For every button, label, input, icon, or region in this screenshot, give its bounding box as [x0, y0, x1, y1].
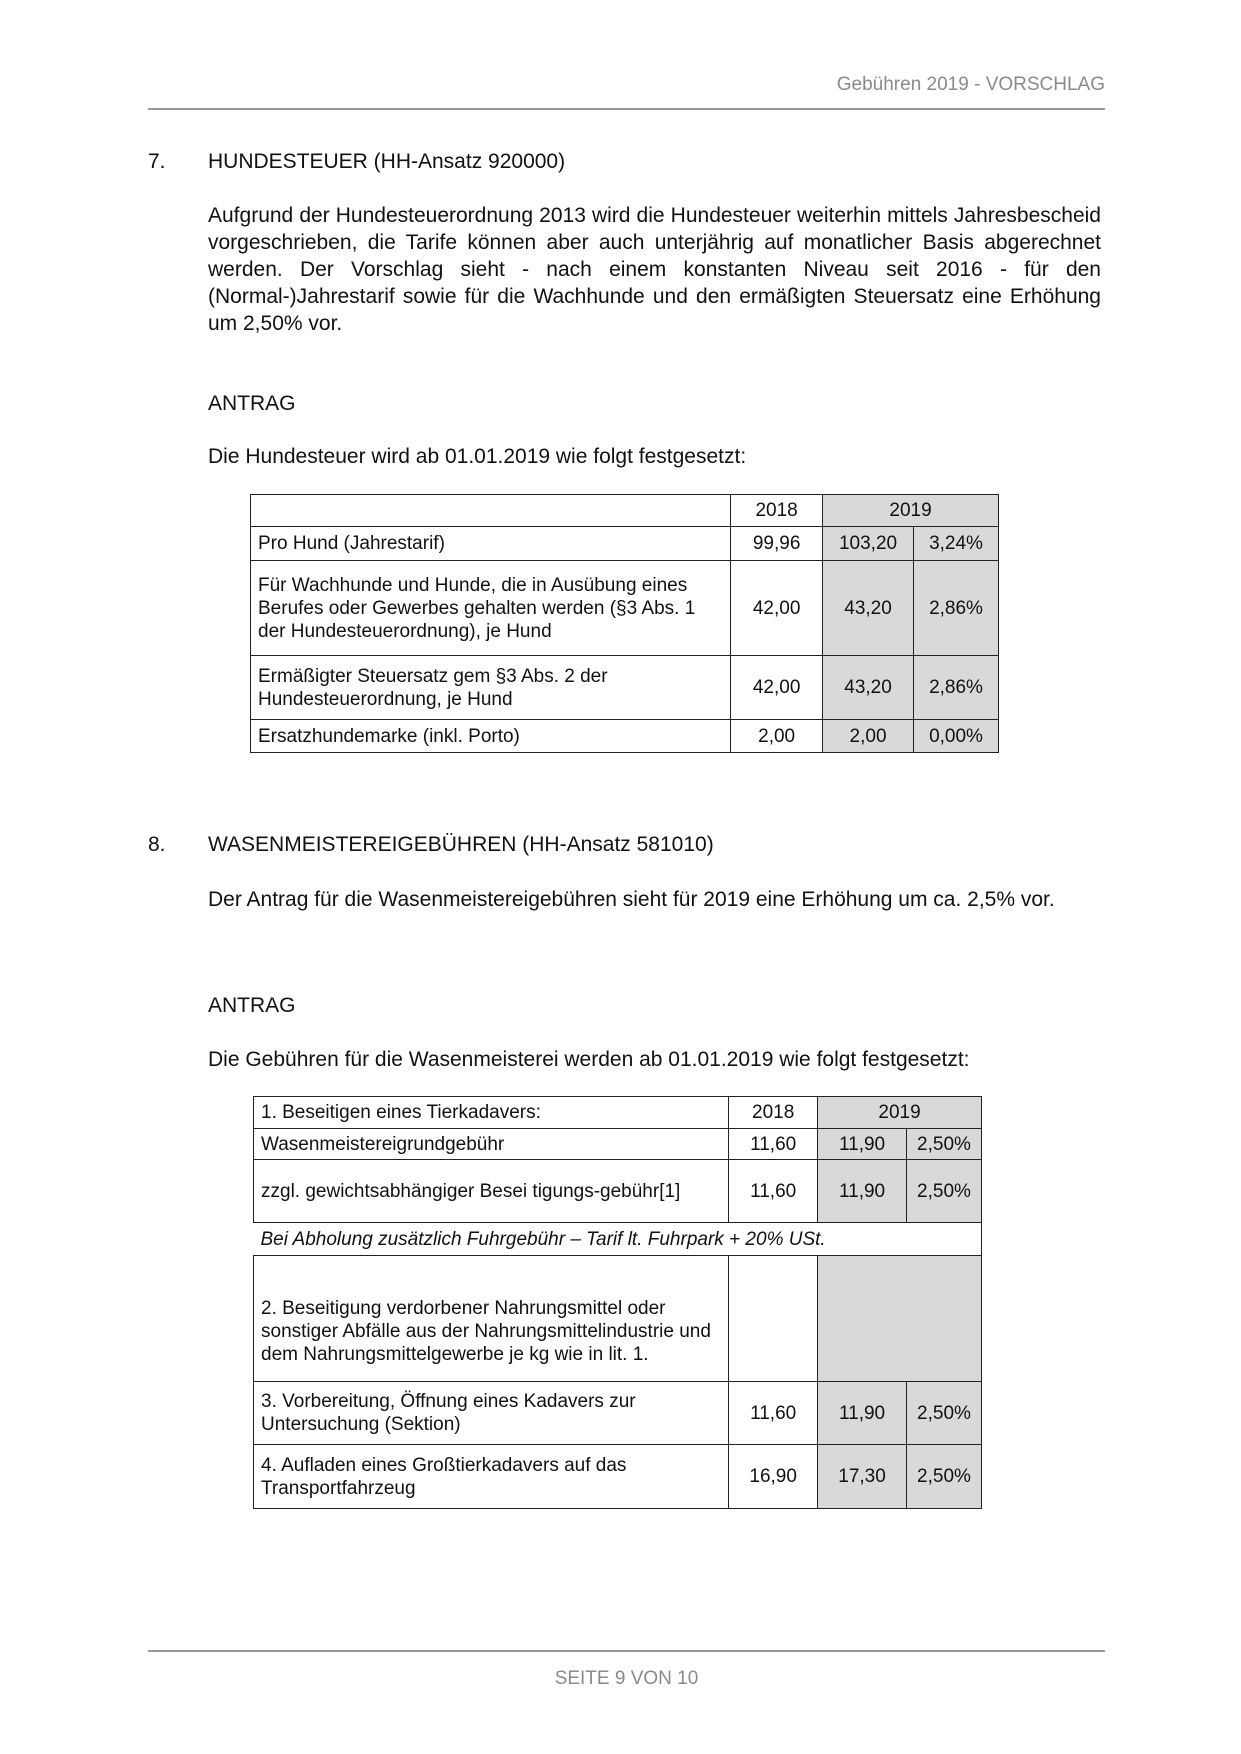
table-row: [254, 1382, 982, 1445]
value-2018: 42,00: [731, 656, 823, 720]
hundesteuer-table: [250, 494, 999, 753]
row-label: Für Wachhunde und Hunde, die in Ausübung eines Berufes oder Gewerbes gehalten werden (§3 Abs. 1 der Hundesteuerordnung), je Hund: [251, 561, 731, 656]
table-note-row: [254, 1223, 982, 1256]
change-percent: 2,86%: [914, 561, 999, 656]
change-percent: 2,86%: [914, 656, 999, 720]
change-percent: 3,24%: [914, 527, 999, 561]
value-2018: 11,60: [729, 1160, 818, 1223]
col-2019: 2019: [818, 1097, 982, 1129]
table-header-empty: [251, 495, 731, 527]
table-row: [254, 1160, 982, 1223]
value-2019: 11,90: [818, 1160, 907, 1223]
table-row: [251, 527, 999, 561]
row-label: Ermäßigter Steuersatz gem §3 Abs. 2 der Hundesteuerordnung, je Hund: [251, 656, 731, 720]
value-2019: 43,20: [823, 656, 914, 720]
footer-divider: [148, 1650, 1105, 1652]
table-header-row: [254, 1097, 982, 1129]
section-7-antrag-text: Die Hundesteuer wird ab 01.01.2019 wie folgt festgesetzt:: [208, 445, 747, 468]
section-7-title: HUNDESTEUER (HH-Ansatz 920000): [208, 150, 566, 173]
col-2018: 2018: [729, 1097, 818, 1129]
wasenmeisterei-table: [253, 1096, 982, 1509]
value-2019: 11,90: [818, 1382, 907, 1445]
row-label: 4. Aufladen eines Großtierkadavers auf das Transportfahrzeug: [254, 1445, 729, 1509]
section-7-intro: Aufgrund der Hundesteuerordnung 2013 wird die Hundesteuer weiterhin mittels Jahresbescheid vorgeschrieben, die Tarife können aber auch unterjährig auf monatlicher Basis abgerechnet werden. Der Vorschlag sieht - nach einem konstanten Niveau seit 2016 - für den (Normal-)Jahrestarif sowie für die Wachhunde und den ermäßigten Steuersatz eine Erhöhung um 2,50% vor.: [208, 204, 1101, 335]
col-2019: 2019: [823, 495, 999, 527]
page-header: Gebühren 2019 - VORSCHLAG: [836, 74, 1105, 95]
value-2019: 2,00: [823, 720, 914, 753]
section-7-antrag-label: ANTRAG: [208, 392, 296, 415]
section-8-number: 8.: [148, 833, 166, 856]
page-number: SEITE 9 VON 10: [554, 1668, 699, 1689]
table-row: [254, 1445, 982, 1509]
table-row: [251, 720, 999, 753]
value-2019: 17,30: [818, 1445, 907, 1509]
value-2019: 11,90: [818, 1129, 907, 1160]
table-head-label: 1. Beseitigen eines Tierkadavers:: [254, 1097, 729, 1129]
table-row: [254, 1256, 982, 1382]
table-row: [254, 1129, 982, 1160]
value-2018: 11,60: [729, 1382, 818, 1445]
value-2018: 11,60: [729, 1129, 818, 1160]
fuhrgebuehr-note: Bei Abholung zusätzlich Fuhrgebühr – Tarif lt. Fuhrpark + 20% USt.: [254, 1223, 982, 1256]
section-8-title: WASENMEISTEREIGEBÜHREN (HH-Ansatz 581010): [208, 833, 714, 856]
value-2018: 42,00: [731, 561, 823, 656]
change-percent: 2,50%: [906, 1445, 981, 1509]
row-label: Wasenmeistereigrundgebühr: [254, 1129, 729, 1160]
row-label: Ersatzhundemarke (inkl. Porto): [251, 720, 731, 753]
value-2018-empty: [729, 1256, 818, 1382]
change-percent: 2,50%: [906, 1382, 981, 1445]
section-8-antrag-text: Die Gebühren für die Wasenmeisterei werden ab 01.01.2019 wie folgt festgesetzt:: [208, 1048, 970, 1071]
change-percent: 2,50%: [906, 1129, 981, 1160]
table-row: [251, 561, 999, 656]
value-2019-empty: [818, 1256, 982, 1382]
table-header-row: [251, 495, 999, 527]
change-percent: 2,50%: [906, 1160, 981, 1223]
row-label: 3. Vorbereitung, Öffnung eines Kadavers zur Untersuchung (Sektion): [254, 1382, 729, 1445]
row-label: zzgl. gewichtsabhängiger Besei tigungs-gebühr[1]: [254, 1160, 729, 1223]
value-2018: 16,90: [729, 1445, 818, 1509]
section-8-intro: Der Antrag für die Wasenmeistereigebühren sieht für 2019 eine Erhöhung um ca. 2,5% vor.: [208, 888, 1055, 911]
row-label: Pro Hund (Jahrestarif): [251, 527, 731, 561]
header-divider: [148, 108, 1105, 110]
row-label: 2. Beseitigung verdorbener Nahrungsmittel oder sonstiger Abfälle aus der Nahrungsmittelindustrie und dem Nahrungsmittelgewerbe je kg wie in lit. 1.: [254, 1256, 729, 1382]
change-percent: 0,00%: [914, 720, 999, 753]
col-2018: 2018: [731, 495, 823, 527]
section-7-number: 7.: [148, 150, 166, 173]
value-2018: 99,96: [731, 527, 823, 561]
value-2018: 2,00: [731, 720, 823, 753]
section-8-antrag-label: ANTRAG: [208, 994, 296, 1017]
value-2019: 43,20: [823, 561, 914, 656]
table-row: [251, 656, 999, 720]
value-2019: 103,20: [823, 527, 914, 561]
